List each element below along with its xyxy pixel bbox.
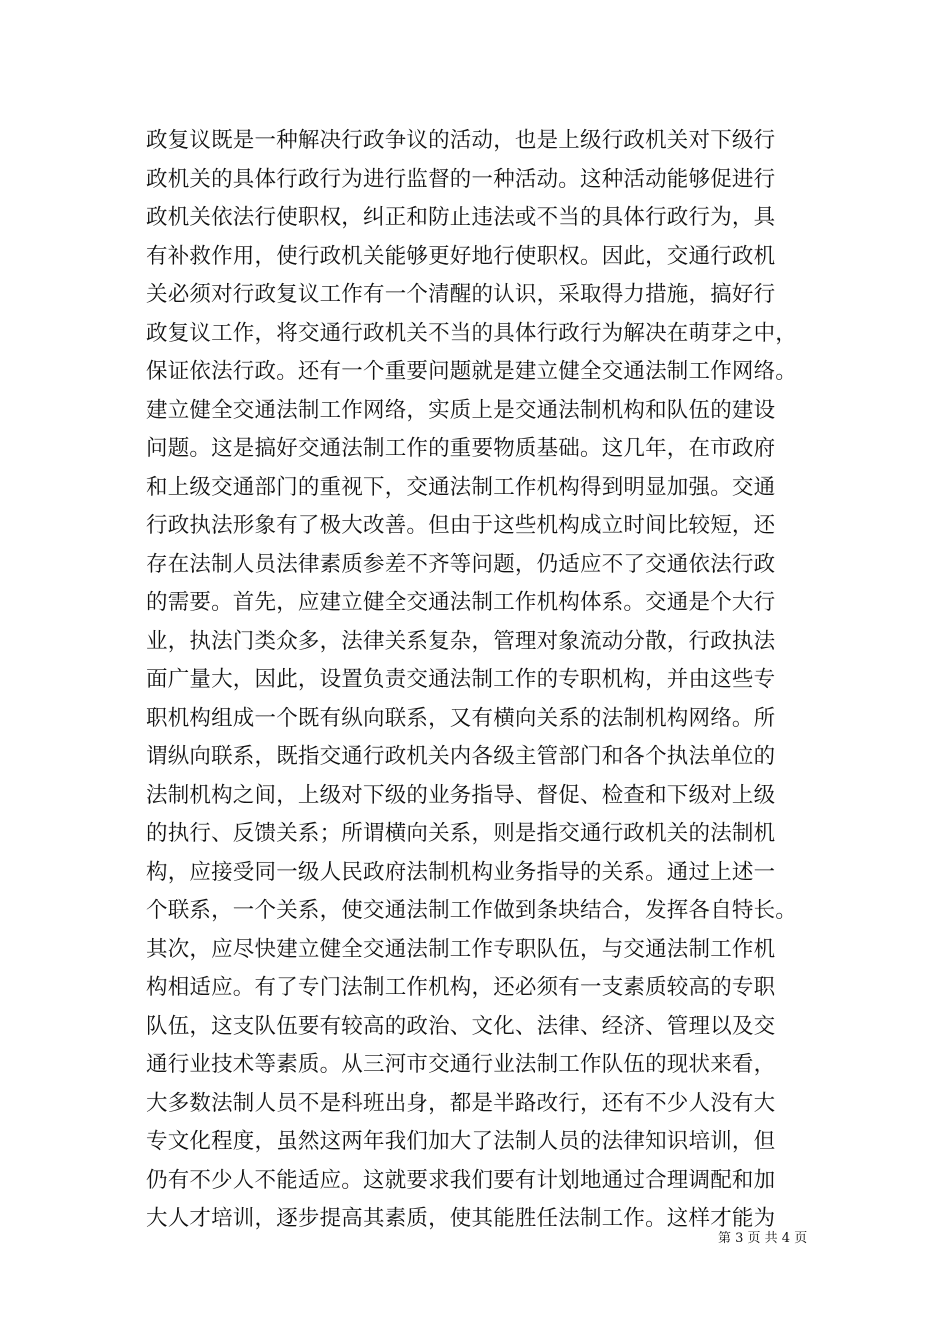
text-line: 政机关的具体行政行为进行监督的一种活动。这种活动能够促进行 [146, 166, 776, 192]
text-line: 大多数法制人员不是科班出身，都是半路改行，还有不少人没有大 [146, 1090, 776, 1116]
text-line: 构，应接受同一级人民政府法制机构业务指导的关系。通过上述一 [146, 859, 776, 885]
text-line: 政机关依法行使职权，纠正和防止违法或不当的具体行政行为，具 [146, 205, 776, 230]
text-line: 建立健全交通法制工作网络，实质上是交通法制机构和队伍的建设 [146, 397, 776, 423]
text-line: 面广量大，因此，设置负责交通法制工作的专职机构，并由这些专 [146, 667, 776, 692]
text-line: 其次，应尽快建立健全交通法制工作专职队伍，与交通法制工作机 [146, 936, 776, 962]
text-line: 有补救作用，使行政机关能够更好地行使职权。因此，交通行政机 [146, 243, 776, 269]
text-line: 行政执法形象有了极大改善。但由于这些机构成立时间比较短，还 [146, 513, 776, 538]
text-line: 和上级交通部门的重视下，交通法制工作机构得到明显加强。交通 [146, 474, 776, 500]
text-line: 构相适应。有了专门法制工作机构，还必须有一支素质较高的专职 [146, 975, 776, 1000]
text-line: 保证依法行政。还有一个重要问题就是建立健全交通法制工作网络。 [146, 359, 798, 384]
text-line: 个联系，一个关系，使交通法制工作做到条块结合，发挥各自特长。 [146, 898, 798, 923]
text-line: 政复议既是一种解决行政争议的活动，也是上级行政机关对下级行 [146, 128, 776, 153]
text-line: 问题。这是搞好交通法制工作的重要物质基础。这几年，在市政府 [146, 436, 776, 461]
text-line: 的执行、反馈关系；所谓横向关系，则是指交通行政机关的法制机 [146, 821, 776, 846]
body-text [146, 122, 816, 1239]
text-line: 关必须对行政复议工作有一个清醒的认识，采取得力措施，搞好行 [146, 282, 776, 307]
text-line: 队伍，这支队伍要有较高的政治、文化、法律、经济、管理以及交 [146, 1013, 776, 1039]
text-line: 大人才培训，逐步提高其素质，使其能胜任法制工作。这样才能为 [146, 1206, 776, 1231]
text-line: 职机构组成一个既有纵向联系，又有横向关系的法制机构网络。所 [146, 705, 776, 731]
text-line: 谓纵向联系，既指交通行政机关内各级主管部门和各个执法单位的 [146, 744, 776, 769]
text-line: 专文化程度，虽然这两年我们加大了法制人员的法律知识培训，但 [146, 1129, 776, 1154]
text-line: 仍有不少人不能适应。这就要求我们要有计划地通过合理调配和加 [146, 1167, 776, 1193]
text-line: 存在法制人员法律素质参差不齐等问题，仍适应不了交通依法行政 [146, 551, 776, 577]
page-number-footer: 第 3 页 共 4 页 [718, 1231, 808, 1246]
text-line: 的需要。首先，应建立健全交通法制工作机构体系。交通是个大行 [146, 590, 776, 615]
text-line: 通行业技术等素质。从三河市交通行业法制工作队伍的现状来看， [146, 1052, 776, 1077]
text-line: 法制机构之间，上级对下级的业务指导、督促、检查和下级对上级 [146, 782, 776, 808]
text-line: 业，执法门类众多，法律关系复杂，管理对象流动分散，行政执法 [146, 628, 776, 654]
text-line: 政复议工作，将交通行政机关不当的具体行政行为解决在萌芽之中， [146, 320, 798, 346]
